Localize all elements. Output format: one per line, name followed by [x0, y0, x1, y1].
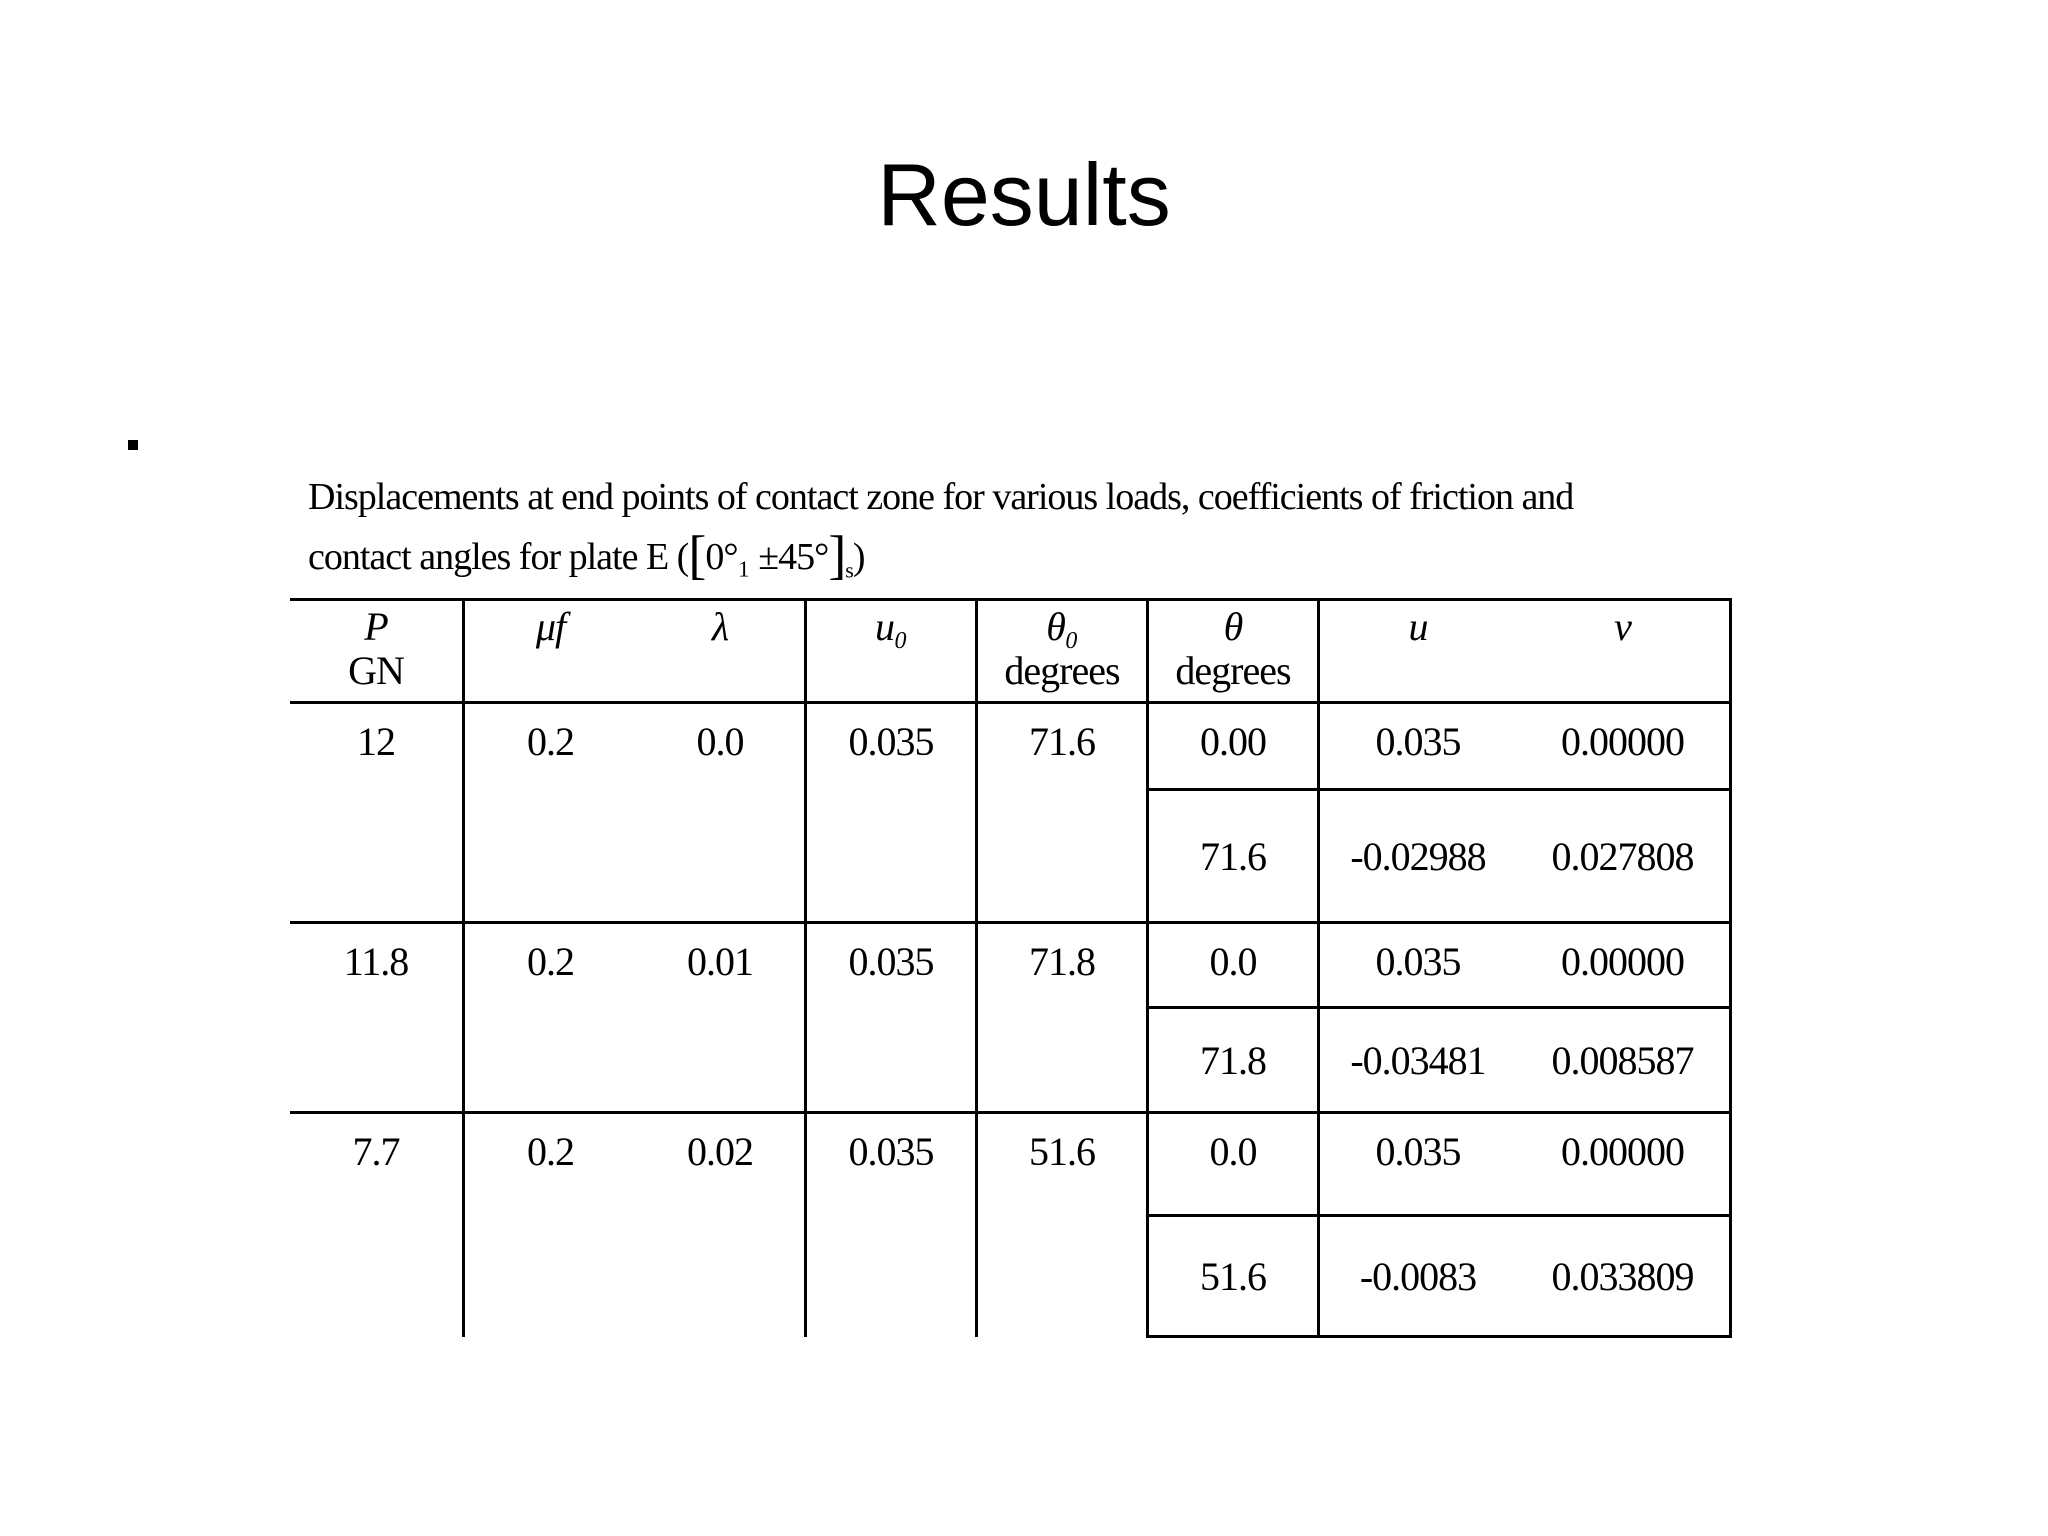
cell-theta: 0.0: [1148, 1113, 1319, 1216]
cell-lambda: 0.01: [636, 923, 806, 1113]
caption-suffix: ): [852, 536, 865, 578]
caption-prefix: contact angles for plate E (: [308, 536, 689, 578]
cell-p: 12: [290, 703, 464, 923]
cell-theta0: 51.6: [977, 1113, 1148, 1337]
header-u0: u₀: [806, 600, 977, 703]
cell-lambda: 0.02: [636, 1113, 806, 1337]
header-v: v: [1516, 600, 1731, 703]
cell-v: 0.00000: [1516, 703, 1731, 790]
header-mu: μf: [464, 600, 637, 703]
cell-theta: 71.6: [1148, 790, 1319, 923]
cell-v: 0.00000: [1516, 1113, 1731, 1216]
cell-theta0: 71.8: [977, 923, 1148, 1113]
cell-mu: 0.2: [464, 923, 637, 1113]
cell-theta: 71.8: [1148, 1008, 1319, 1113]
header-p: P GN: [290, 600, 464, 703]
caption-layup: 0°₁ ±45°: [705, 536, 829, 578]
cell-v: 0.00000: [1516, 923, 1731, 1008]
header-theta0: θ₀ degrees: [977, 600, 1148, 703]
cell-u: -0.0083: [1319, 1216, 1517, 1337]
bullet-marker: [128, 440, 138, 450]
slide-title: Results: [877, 145, 1171, 244]
right-bracket-icon: ]: [828, 525, 846, 585]
cell-u: -0.03481: [1319, 1008, 1517, 1113]
cell-u: 0.035: [1319, 703, 1517, 790]
table-row: [290, 1113, 1731, 1216]
table-caption: [308, 468, 1808, 600]
left-bracket-icon: [: [688, 525, 706, 585]
results-table: [290, 598, 1732, 1338]
header-u: u: [1319, 600, 1517, 703]
cell-u0: 0.035: [806, 1113, 977, 1337]
cell-v: 0.027808: [1516, 790, 1731, 923]
caption-subscript: s: [845, 557, 853, 583]
caption-line-2: [308, 526, 1808, 600]
cell-theta: 0.00: [1148, 703, 1319, 790]
table-row: [290, 923, 1731, 1008]
cell-mu: 0.2: [464, 703, 637, 923]
cell-mu: 0.2: [464, 1113, 637, 1337]
table-header-row: [290, 600, 1731, 703]
cell-p: 7.7: [290, 1113, 464, 1337]
cell-u: 0.035: [1319, 1113, 1517, 1216]
cell-u0: 0.035: [806, 703, 977, 923]
table-row: [290, 703, 1731, 790]
cell-theta: 0.0: [1148, 923, 1319, 1008]
header-theta: θ degrees: [1148, 600, 1319, 703]
caption-line-1: Displacements at end points of contact zone for various loads, coefficients of friction and: [308, 476, 1574, 518]
cell-u0: 0.035: [806, 923, 977, 1113]
cell-v: 0.008587: [1516, 1008, 1731, 1113]
cell-p: 11.8: [290, 923, 464, 1113]
cell-u: -0.02988: [1319, 790, 1517, 923]
cell-u: 0.035: [1319, 923, 1517, 1008]
cell-theta0: 71.6: [977, 703, 1148, 923]
header-lambda: λ: [636, 600, 806, 703]
cell-lambda: 0.0: [636, 703, 806, 923]
cell-v: 0.033809: [1516, 1216, 1731, 1337]
cell-theta: 51.6: [1148, 1216, 1319, 1337]
